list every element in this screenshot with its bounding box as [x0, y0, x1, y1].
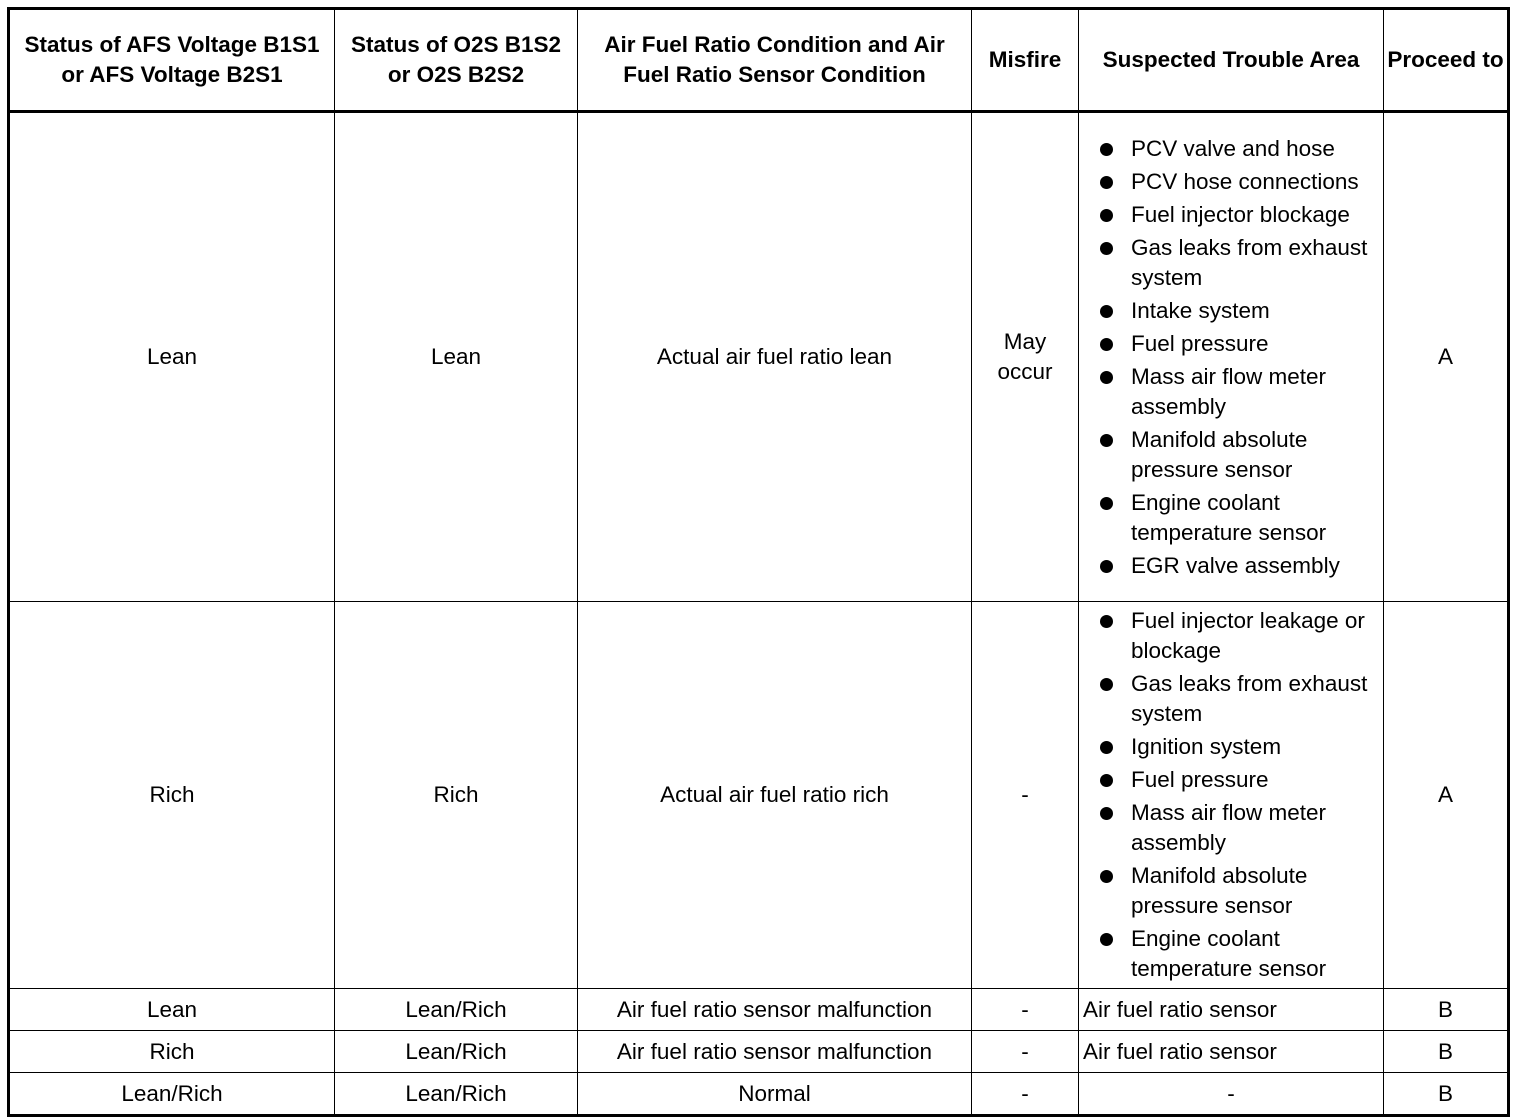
cell-condition: Actual air fuel ratio rich — [578, 602, 972, 989]
header-proceed-to: Proceed to — [1384, 9, 1509, 112]
cell-suspected-trouble-area — [1079, 112, 1384, 602]
header-o2s-status: Status of O2S B1S2 or O2S B2S2 — [335, 9, 578, 112]
list-item: Gas leaks from exhaust system — [1083, 669, 1379, 729]
cell-misfire: - — [972, 602, 1079, 989]
cell-misfire: - — [972, 1073, 1079, 1116]
cell-o2s-status: Lean/Rich — [335, 989, 578, 1031]
cell-afs-status: Lean/Rich — [9, 1073, 335, 1116]
trouble-area-list — [1083, 134, 1379, 581]
header-suspected-trouble-area: Suspected Trouble Area — [1079, 9, 1384, 112]
list-item: Manifold absolute pressure sensor — [1083, 425, 1379, 485]
list-item: Ignition system — [1083, 732, 1379, 762]
cell-proceed-to: B — [1384, 1073, 1509, 1116]
cell-proceed-to: B — [1384, 1031, 1509, 1073]
list-item: PCV valve and hose — [1083, 134, 1379, 164]
cell-afs-status: Lean — [9, 989, 335, 1031]
cell-condition: Air fuel ratio sensor malfunction — [578, 1031, 972, 1073]
list-item: Intake system — [1083, 296, 1379, 326]
cell-o2s-status: Lean — [335, 112, 578, 602]
cell-afs-status: Rich — [9, 602, 335, 989]
cell-o2s-status: Lean/Rich — [335, 1031, 578, 1073]
table-row — [9, 1031, 1509, 1073]
list-item: Engine coolant temperature sensor — [1083, 488, 1379, 548]
list-item: Fuel pressure — [1083, 765, 1379, 795]
table-row — [9, 1073, 1509, 1116]
list-item: Fuel injector blockage — [1083, 200, 1379, 230]
table-row — [9, 112, 1509, 602]
list-item: Gas leaks from exhaust system — [1083, 233, 1379, 293]
cell-suspected-trouble-area — [1079, 602, 1384, 989]
cell-condition: Air fuel ratio sensor malfunction — [578, 989, 972, 1031]
cell-afs-status: Rich — [9, 1031, 335, 1073]
cell-suspected-trouble-area: Air fuel ratio sensor — [1079, 1031, 1384, 1073]
list-item: Manifold absolute pressure sensor — [1083, 861, 1379, 921]
list-item: Engine coolant temperature sensor — [1083, 924, 1379, 984]
header-air-fuel-ratio-condition: Air Fuel Ratio Condition and Air Fuel Ratio Sensor Condition — [578, 9, 972, 112]
list-item: Mass air flow meter assembly — [1083, 362, 1379, 422]
cell-proceed-to: A — [1384, 602, 1509, 989]
cell-o2s-status: Lean/Rich — [335, 1073, 578, 1116]
list-item: Fuel injector leakage or blockage — [1083, 606, 1379, 666]
table-row — [9, 989, 1509, 1031]
header-afs-voltage-status: Status of AFS Voltage B1S1 or AFS Voltage B2S1 — [9, 9, 335, 112]
cell-misfire: - — [972, 989, 1079, 1031]
cell-proceed-to: A — [1384, 112, 1509, 602]
cell-suspected-trouble-area: Air fuel ratio sensor — [1079, 989, 1384, 1031]
cell-afs-status: Lean — [9, 112, 335, 602]
list-item: PCV hose connections — [1083, 167, 1379, 197]
cell-misfire: May occur — [972, 112, 1079, 602]
trouble-area-list — [1083, 606, 1379, 984]
list-item: Fuel pressure — [1083, 329, 1379, 359]
trouble-diagnosis-table — [7, 7, 1510, 1117]
list-item: EGR valve assembly — [1083, 551, 1379, 581]
table-row — [9, 602, 1509, 989]
cell-suspected-trouble-area: - — [1079, 1073, 1384, 1116]
cell-o2s-status: Rich — [335, 602, 578, 989]
cell-condition: Actual air fuel ratio lean — [578, 112, 972, 602]
cell-condition: Normal — [578, 1073, 972, 1116]
cell-misfire: - — [972, 1031, 1079, 1073]
cell-proceed-to: B — [1384, 989, 1509, 1031]
list-item: Mass air flow meter assembly — [1083, 798, 1379, 858]
header-row — [9, 9, 1509, 112]
header-misfire: Misfire — [972, 9, 1079, 112]
